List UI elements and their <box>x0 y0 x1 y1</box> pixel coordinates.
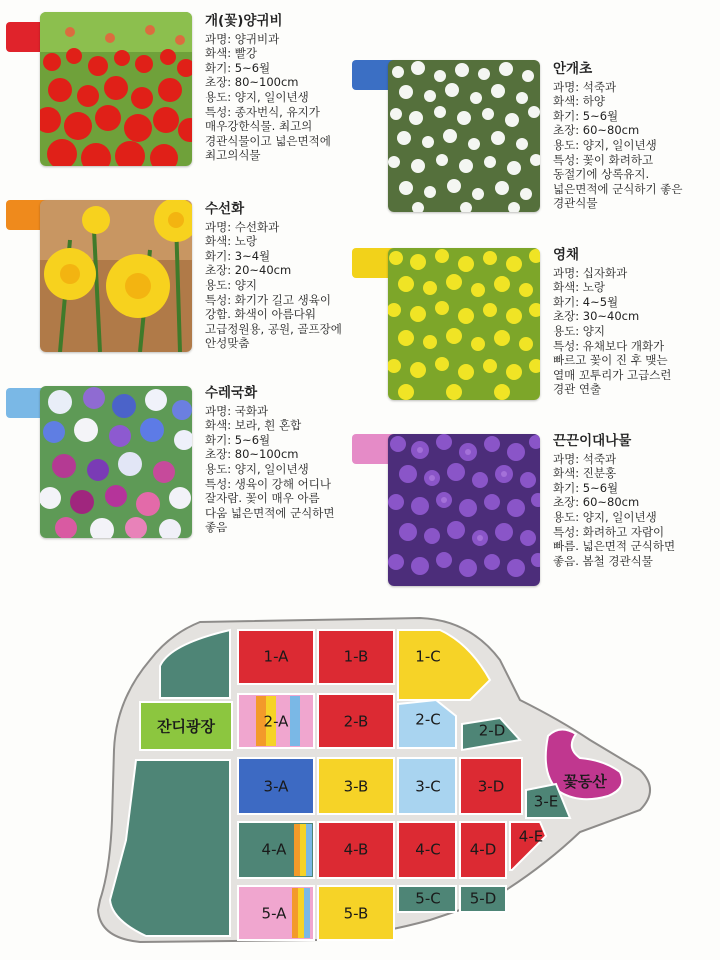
daffodil-info <box>205 202 342 351</box>
zone-5b-label: 5-B <box>343 904 369 923</box>
info-line: 화색: 진분홍 <box>553 466 617 481</box>
info-line: 과명: 석죽과 <box>553 79 617 94</box>
info-line: 최고의식물 <box>205 148 261 163</box>
info-line: 특성: 화기가 길고 생육이 <box>205 292 331 307</box>
info-line: 강함. 화색이 아름다워 <box>205 307 316 322</box>
zone-3e-label: 3-E <box>533 792 559 811</box>
info-line: 화기: 5~6월 <box>205 432 271 447</box>
zone-2b-label: 2-B <box>343 712 369 731</box>
zone-5a-stripe-orange <box>292 888 298 938</box>
poppy-photo <box>40 12 192 166</box>
zone-4d-label: 4-D <box>469 840 497 859</box>
info-line: 고급정원용, 공원, 골프장에 <box>205 321 342 336</box>
zone-4a-stripe-orange <box>294 824 300 876</box>
info-line: 용도: 양지, 일이년생 <box>553 509 657 524</box>
garden-zone-map <box>0 600 720 956</box>
info-line: 경관식물이고 넓은면적에 <box>205 133 331 148</box>
info-line: 경관식물 <box>553 196 598 211</box>
info-line: 용도: 양지, 일이년생 <box>205 461 309 476</box>
info-line: 과명: 국화과 <box>205 403 269 418</box>
zone-1b-label: 1-B <box>343 647 369 666</box>
zone-4e-label: 4-E <box>518 827 544 846</box>
info-line: 화색: 노랑 <box>553 280 605 295</box>
info-line: 열매 꼬투리가 고급스런 <box>553 367 672 382</box>
zone-4a-stripe-yellow <box>300 824 306 876</box>
zone-3c-label: 3-C <box>415 777 441 796</box>
info-line: 특성: 생육이 강해 어디나 <box>205 476 331 491</box>
info-line: 용도: 양지 <box>205 277 257 292</box>
info-line: 초장: 20~40cm <box>205 263 292 278</box>
info-line: 화기: 4~5월 <box>553 294 619 309</box>
info-line: 화기: 5~6월 <box>205 60 271 75</box>
zone-4c-label: 4-C <box>415 840 441 859</box>
info-line: 매우강한식물. 최고의 <box>205 119 313 134</box>
flower-title: 안개초 <box>553 61 593 77</box>
cornflower-info <box>205 386 335 535</box>
flower-title: 수레국화 <box>205 385 258 401</box>
zone-1a-label: 1-A <box>263 647 289 666</box>
info-line: 안성맞춤 <box>205 336 250 351</box>
zone-5a-label: 5-A <box>261 904 287 923</box>
cornflower-photo <box>40 386 192 538</box>
daffodil-photo <box>40 200 192 352</box>
verbena-info <box>553 434 675 568</box>
zone-2a-label: 2-A <box>263 712 289 731</box>
zone-3b-label: 3-B <box>343 777 369 796</box>
zone-1c-label: 1-C <box>415 647 441 666</box>
info-line: 초장: 30~40cm <box>553 309 640 324</box>
lawn-plaza-label: 잔디광장 <box>157 717 215 736</box>
info-line: 화기: 3~4월 <box>205 248 271 263</box>
flower-title: 영채 <box>553 247 580 263</box>
info-line: 화색: 하양 <box>553 94 605 109</box>
info-line: 화색: 보라, 흰 혼합 <box>205 418 302 433</box>
info-line: 초장: 60~80cm <box>553 495 640 510</box>
info-line: 용도: 양지, 일이년생 <box>553 137 657 152</box>
flower-title: 개(꽃)양귀비 <box>205 13 283 29</box>
lawn-plaza <box>140 702 232 750</box>
info-line: 넓은면적에 군식하기 좋은 <box>553 181 683 196</box>
flower-title: 수선화 <box>205 201 245 217</box>
info-line: 특성: 꽃이 화려하고 <box>553 152 654 167</box>
info-line: 용도: 양지, 일이년생 <box>205 89 309 104</box>
info-line: 초장: 80~100cm <box>205 75 299 90</box>
rapeseed-info <box>553 248 671 397</box>
gypsophila-photo <box>388 60 540 212</box>
zone-4a-stripe-blue <box>306 824 312 876</box>
info-line: 빠르고 꽃이 진 후 맺는 <box>553 353 668 368</box>
info-line: 화색: 빨강 <box>205 46 257 61</box>
info-line: 다움 넓은면적에 군식하면 <box>205 505 335 520</box>
zone-2c-label: 2-C <box>415 710 441 729</box>
info-line: 과명: 십자화과 <box>553 265 628 280</box>
flower-title: 끈끈이대나물 <box>553 433 632 449</box>
info-line: 초장: 80~100cm <box>205 447 299 462</box>
info-line: 화색: 노랑 <box>205 234 257 249</box>
zone-cells <box>238 630 570 940</box>
zone-5a-stripe-blue <box>304 888 310 938</box>
info-line: 특성: 유채보다 개화가 <box>553 338 665 353</box>
zone-2d-label: 2-D <box>478 721 506 740</box>
info-line: 좋음. 봄철 경관식물 <box>553 553 653 568</box>
info-line: 과명: 양귀비과 <box>205 31 280 46</box>
info-line: 빠름. 넓은면적 군식하면 <box>553 539 676 554</box>
rapeseed-photo <box>388 248 540 400</box>
info-line: 잘자람. 꽃이 매우 아름 <box>205 491 320 506</box>
info-line: 화기: 5~6월 <box>553 480 619 495</box>
info-line: 특성: 화려하고 자람이 <box>553 524 665 539</box>
verbena-photo <box>388 434 540 586</box>
gypsophila-info <box>553 62 683 211</box>
info-line: 좋음 <box>205 520 228 535</box>
flower-hill-label: 꽃동산 <box>563 772 607 791</box>
poppy-info <box>205 14 331 163</box>
info-line: 특성: 종자번식, 유지가 <box>205 104 320 119</box>
info-line: 과명: 석죽과 <box>553 451 617 466</box>
zone-3a-label: 3-A <box>263 777 289 796</box>
zone-5c-label: 5-C <box>415 889 441 908</box>
info-line: 동절기에 상록유지. <box>553 167 650 182</box>
info-line: 과명: 수선화과 <box>205 219 280 234</box>
zone-5d-label: 5-D <box>469 889 497 908</box>
info-line: 초장: 60~80cm <box>553 123 640 138</box>
zone-5a-stripe-yellow <box>298 888 304 938</box>
info-line: 화기: 5~6월 <box>553 108 619 123</box>
zone-2a-stripe-blue <box>290 696 300 746</box>
info-line: 경관 연출 <box>553 382 602 397</box>
zone-3d-label: 3-D <box>477 777 505 796</box>
zone-4a-label: 4-A <box>261 840 287 859</box>
zone-4b-label: 4-B <box>343 840 369 859</box>
info-line: 용도: 양지 <box>553 323 605 338</box>
